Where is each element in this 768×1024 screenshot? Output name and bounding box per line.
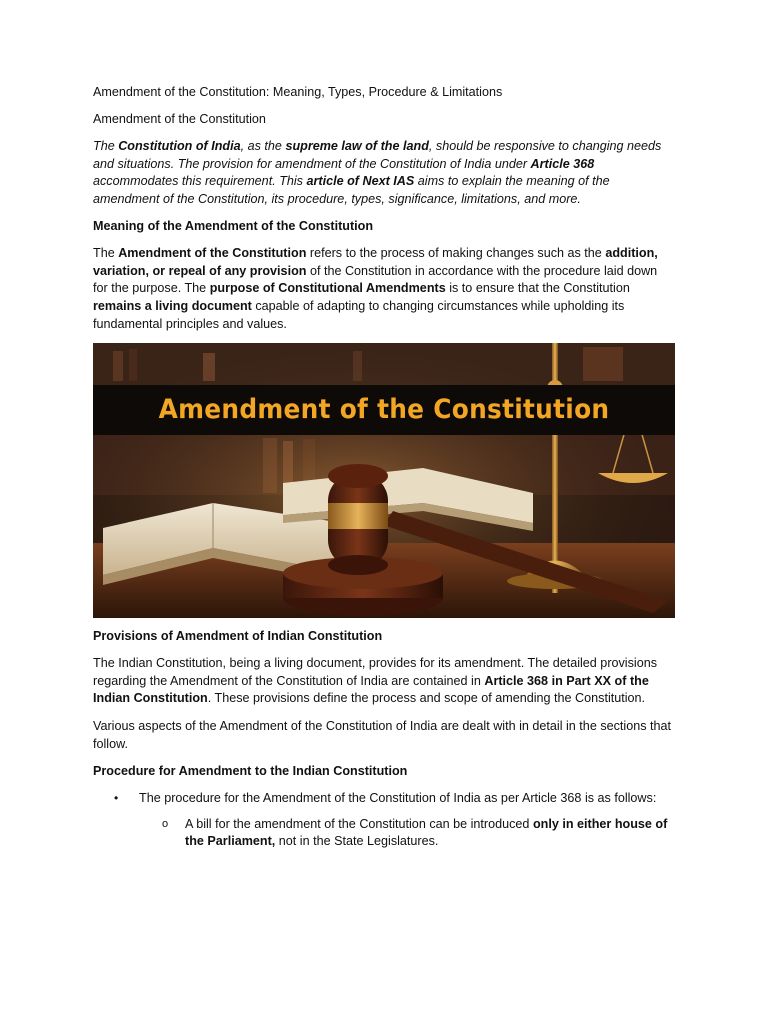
procedure-sublist bbox=[139, 816, 675, 851]
section-subtitle: Amendment of the Constitution bbox=[93, 112, 266, 127]
intro-paragraph: The Constitution of India, as the supreme law of the land, should be responsive to changing needs and situations. The provision for amendment of the Constitution of India under Article 368 accommodates this requirement. This article of Next IAS aims to explain the meaning of the amendment of the Constitution, its procedure, types, significance, limitations, and more. bbox=[93, 139, 662, 206]
sub-list-item-text: A bill for the amendment of the Constitution can be introduced only in either house of the Parliament, not in the State Legislatures. bbox=[185, 816, 668, 849]
list-item bbox=[93, 790, 675, 851]
provisions-heading: Provisions of Amendment of Indian Constitution bbox=[93, 629, 383, 644]
sub-list-item bbox=[139, 816, 675, 851]
list-item-text: The procedure for the Amendment of the Constitution of India as per Article 368 is as follows: bbox=[139, 791, 657, 806]
procedure-heading: Procedure for Amendment to the Indian Constitution bbox=[93, 764, 408, 779]
provisions-paragraph: The Indian Constitution, being a living document, provides for its amendment. The detailed provisions regarding the Amendment of the Constitution of India are contained in Article 368 in Part XX of the Indian Constitution. These provisions define the process and scope of amending the Constitution. bbox=[93, 656, 658, 706]
banner-title-text: Amendment of the Constitution bbox=[158, 394, 610, 426]
banner-title-strip bbox=[93, 385, 675, 435]
provisions-paragraph-2: Various aspects of the Amendment of the Constitution of India are dealt with in detail in the sections that follow. bbox=[93, 719, 672, 751]
document-page bbox=[93, 84, 675, 859]
meaning-heading: Meaning of the Amendment of the Constitution bbox=[93, 219, 374, 234]
bullet-icon: • bbox=[114, 791, 119, 806]
meaning-paragraph: The Amendment of the Constitution refers to the process of making changes such as the addition, variation, or repeal of any provision of the Constitution in accordance with the procedure laid down for the purpose. The purpose of Constitutional Amendments is to ensure that the Constitution remains a living document capable of adapting to changing circumstances while upholding its fundamental principles and values. bbox=[93, 246, 658, 331]
circle-bullet-icon: o bbox=[162, 817, 169, 830]
procedure-list bbox=[93, 790, 675, 851]
banner-image bbox=[93, 343, 675, 618]
document-title: Amendment of the Constitution: Meaning, Types, Procedure & Limitations bbox=[93, 85, 503, 99]
